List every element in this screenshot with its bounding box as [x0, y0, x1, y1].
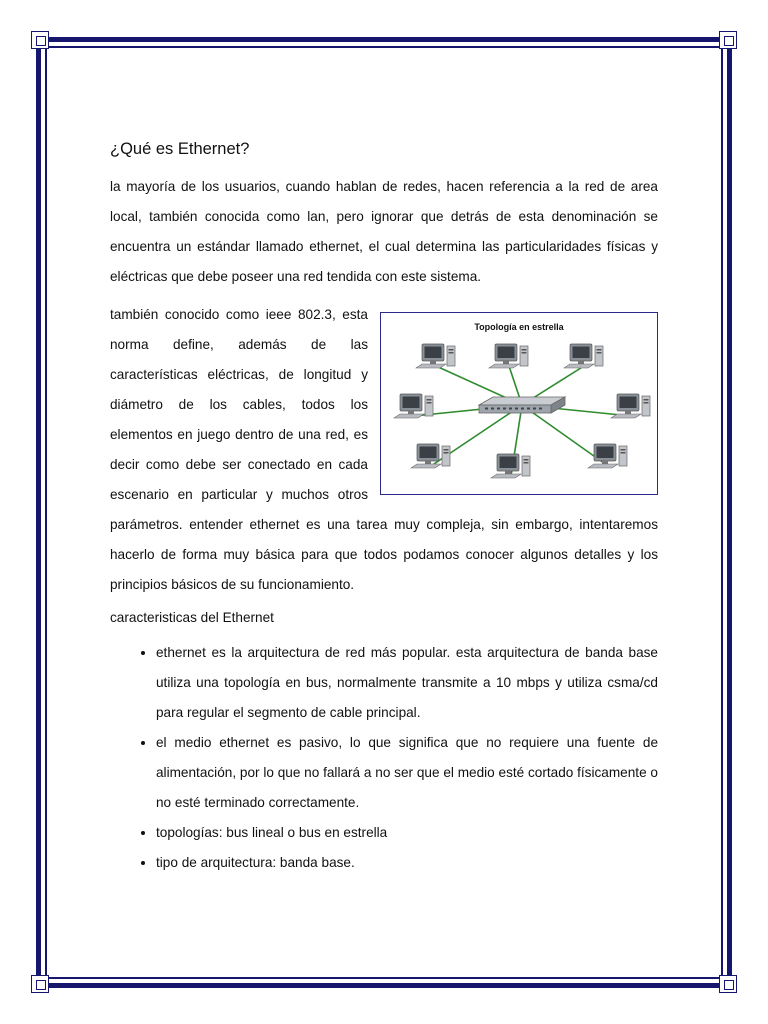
- corner-ornament-top-left: [31, 31, 49, 49]
- document-body: [110, 140, 658, 878]
- corner-ornament-bottom-right: [719, 975, 737, 993]
- computer-icon: [491, 454, 530, 478]
- computer-icon: [489, 344, 528, 368]
- figure-caption: Topología en estrella: [474, 322, 564, 332]
- list-item: • topologías: bus lineal o bus en estrella: [156, 818, 658, 848]
- computer-icon: [394, 394, 433, 418]
- computer-icon: [611, 394, 650, 418]
- star-topology-diagram: [381, 313, 657, 494]
- section-heading: caracteristicas del Ethernet: [110, 610, 274, 625]
- list-item: • el medio ethernet es pasivo, lo que significa que no requiere una fuente de alimentación, por lo que no fallará a no ser que el medio esté cortado físicamente o no esté terminado correctamente.: [156, 728, 658, 818]
- corner-ornament-top-right: [719, 31, 737, 49]
- paragraph-ieee-continued: parámetros. entender ethernet es una tarea muy compleja, sin embargo, intentaremos hacerlo de forma muy básica para que todos podamos conocer algunos detalles y los principios básicos de su funcionamiento.: [110, 517, 658, 592]
- computer-icon: [411, 444, 450, 468]
- characteristics-list: [110, 638, 658, 878]
- paragraph-intro: la mayoría de los usuarios, cuando hablan de redes, hacen referencia a la red de area local, también conocida como lan, pero ignorar que detrás de esta denominación se encuentra un estándar llamado ethernet, el cual determina las particularidades físicas y eléctricas que debe poseer una red tendida con este sistema.: [110, 179, 658, 284]
- switch-icon: [479, 397, 565, 413]
- computer-icon: [564, 344, 603, 368]
- list-item: • tipo de arquitectura: banda base.: [156, 848, 658, 878]
- computer-icon: [416, 344, 455, 368]
- document-title: ¿Qué es Ethernet?: [110, 140, 250, 158]
- computer-icon: [588, 444, 627, 468]
- list-item: • ethernet es la arquitectura de red más popular. esta arquitectura de banda base utiliza una topología en bus, normalmente transmite a 10 mbps y utiliza csma/cd para regular el segmento de cable principal.: [156, 638, 658, 728]
- star-topology-figure: [380, 312, 658, 495]
- paragraph-ieee-wrapped: también conocido como ieee 802.3, esta norma define, además de las características eléctricas, de longitud y diámetro de los cables, todos los elementos en juego dentro de una red, es decir como debe ser conectado en cada escenario en particular y muchos otros: [110, 307, 368, 502]
- corner-ornament-bottom-left: [31, 975, 49, 993]
